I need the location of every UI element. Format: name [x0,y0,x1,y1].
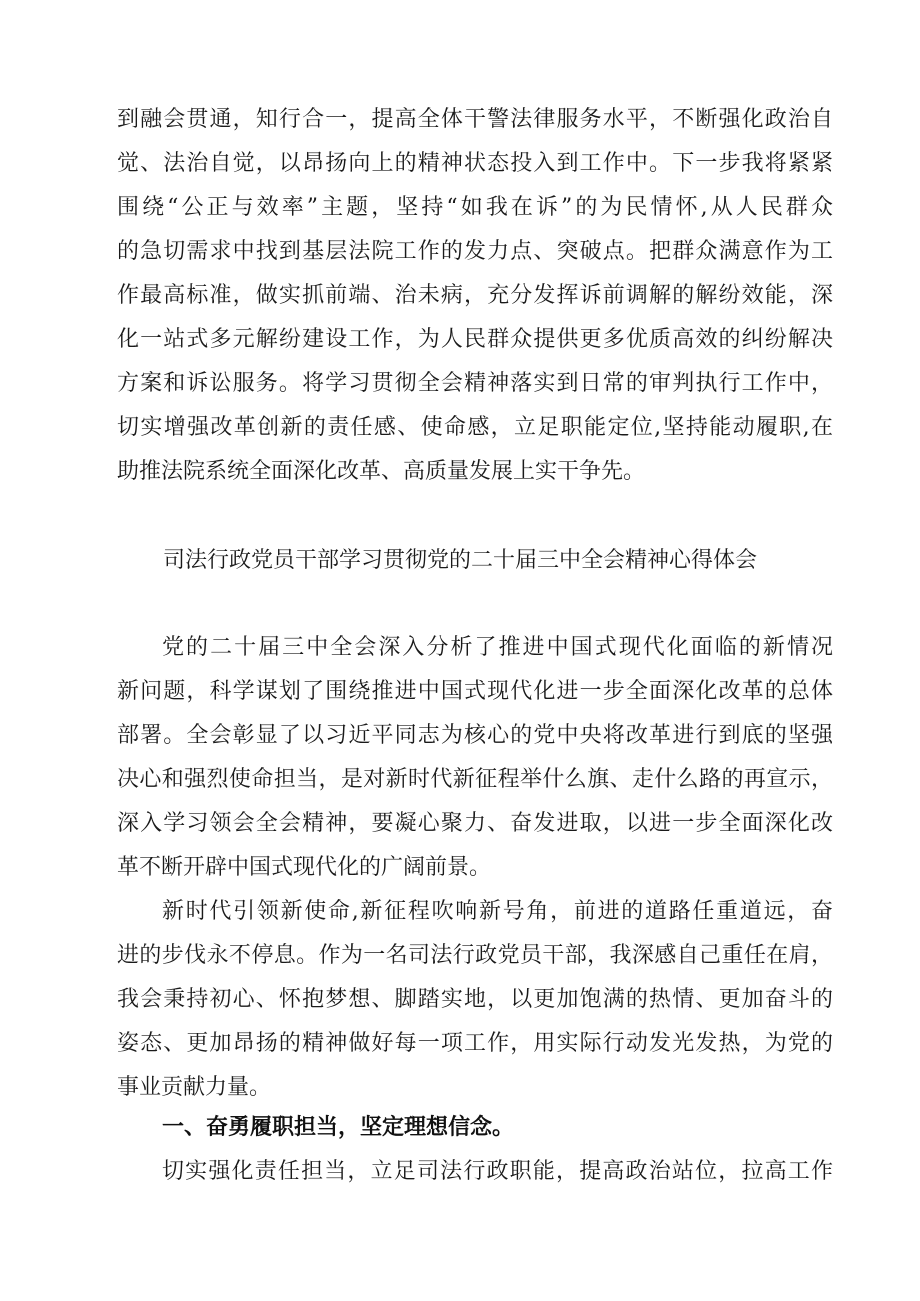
intro-line-1: 到融会贯通，知行合一，提高全体干警法律服务水平，不断强化政治自 [117,107,833,132]
article-title: 司法行政党员干部学习贯彻党的二十届三中全会精神心得体会 [162,548,757,573]
intro-line-4: 的急切需求中找到基层法院工作的发力点、突破点。把群众满意作为工 [117,239,833,264]
section-1-heading: 一、奋勇履职担当，坚定理想信念。 [162,1115,515,1140]
intro-line-7: 方案和诉讼服务。将学习贯彻全会精神落实到日常的审判执行工作中， [117,371,833,396]
paragraph-1-line-2: 新问题，科学谋划了围绕推进中国式现代化进一步全面深化改革的总体 [117,679,833,704]
paragraph-1-line-4: 决心和强烈使命担当，是对新时代新征程举什么旗、走什么路的再宣示， [117,767,833,792]
paragraph-1-line-6: 革不断开辟中国式现代化的广阔前景。 [117,855,492,880]
paragraph-2-line-2: 进的步伐永不停息。作为一名司法行政党员干部，我深感自己重任在肩， [117,943,833,968]
paragraph-1-line-5: 深入学习领会全会精神，要凝心聚力、奋发进取，以进一步全面深化改 [117,811,833,836]
intro-line-2: 觉、法治自觉，以昂扬向上的精神状态投入到工作中。下一步我将紧紧 [117,151,833,176]
section-1-line-1: 切实强化责任担当，立足司法行政职能，提高政治站位，拉高工作 [162,1159,833,1184]
paragraph-2-line-5: 事业贡献力量。 [117,1075,272,1100]
intro-line-5: 作最高标准，做实抓前端、治未病，充分发挥诉前调解的解纷效能，深 [117,283,833,308]
intro-line-3: 围绕“公正与效率”主题，坚持“如我在诉”的为民情怀,从人民群众 [117,195,833,220]
paragraph-2-line-3: 我会秉持初心、怀抱梦想、脚踏实地，以更加饱满的热情、更加奋斗的 [117,987,833,1012]
intro-line-6: 化一站式多元解纷建设工作，为人民群众提供更多优质高效的纠纷解决 [117,327,833,352]
paragraph-2-line-4: 姿态、更加昂扬的精神做好每一项工作，用实际行动发光发热，为党的 [117,1031,833,1056]
intro-line-9: 助推法院系统全面深化改革、高质量发展上实干争先。 [117,459,646,484]
paragraph-1-line-3: 部署。全会彰显了以习近平同志为核心的党中央将改革进行到底的坚强 [117,723,833,748]
paragraph-1-line-1: 党的二十届三中全会深入分析了推进中国式现代化面临的新情况 [162,635,833,660]
paragraph-2-line-1: 新时代引领新使命,新征程吹响新号角，前进的道路任重道远，奋 [162,899,833,924]
intro-line-8: 切实增强改革创新的责任感、使命感，立足职能定位,坚持能动履职,在 [117,415,833,440]
